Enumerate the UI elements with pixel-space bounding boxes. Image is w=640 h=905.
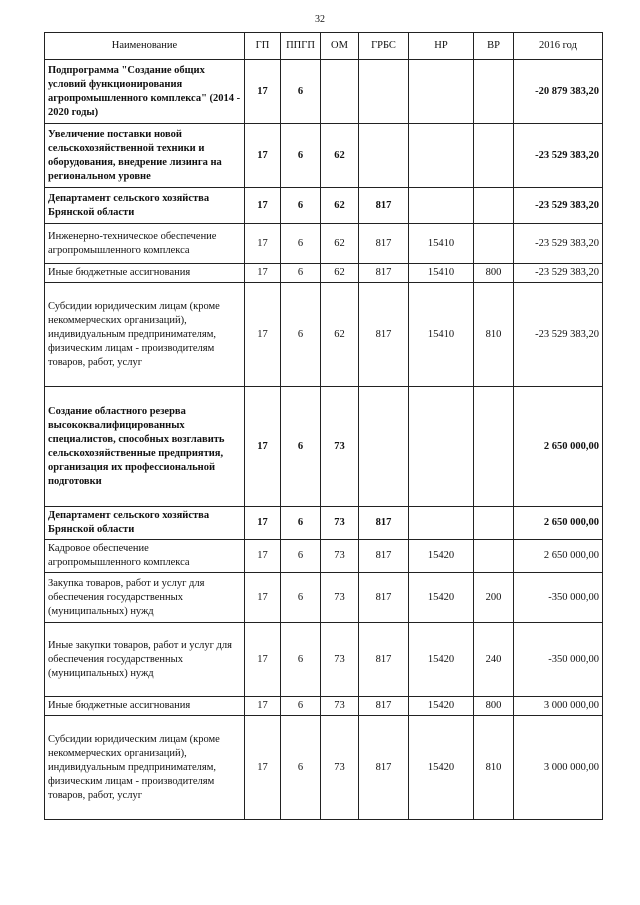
cell-vr: 800	[474, 264, 514, 283]
cell-ppgp: 6	[281, 188, 321, 224]
cell-ppgp: 6	[281, 60, 321, 124]
cell-gp: 17	[245, 623, 281, 697]
cell-nr: 15410	[409, 283, 474, 387]
cell-grbs: 817	[359, 716, 409, 820]
cell-nr	[409, 124, 474, 188]
cell-om: 73	[321, 507, 359, 540]
cell-name: Подпрограмма "Создание общих условий функционирования агропромышленного комплекса" (2014 - 2020 годы)	[45, 60, 245, 124]
table-row	[45, 188, 603, 224]
cell-name: Увеличение поставки новой сельскохозяйственной техники и оборудования, внедрение лизинга на региональном уровне	[45, 124, 245, 188]
cell-om: 62	[321, 264, 359, 283]
cell-gp: 17	[245, 540, 281, 573]
table-row	[45, 623, 603, 697]
table-row	[45, 264, 603, 283]
cell-om: 73	[321, 573, 359, 623]
cell-vr: 810	[474, 716, 514, 820]
cell-amount: -23 529 383,20	[514, 188, 603, 224]
cell-amount: 2 650 000,00	[514, 387, 603, 507]
cell-om: 73	[321, 623, 359, 697]
cell-om: 62	[321, 188, 359, 224]
cell-nr: 15420	[409, 716, 474, 820]
col-header-nr: НР	[409, 33, 474, 60]
cell-name: Создание областного резерва высококвалифицированных специалистов, способных возглавить сельскохозяйственные предприятия, организация их профессиональной подготовки	[45, 387, 245, 507]
cell-gp: 17	[245, 697, 281, 716]
cell-om: 73	[321, 387, 359, 507]
cell-vr	[474, 540, 514, 573]
cell-grbs: 817	[359, 188, 409, 224]
cell-om: 62	[321, 283, 359, 387]
cell-grbs: 817	[359, 224, 409, 264]
cell-vr	[474, 124, 514, 188]
col-header-vr: ВР	[474, 33, 514, 60]
cell-vr: 240	[474, 623, 514, 697]
cell-ppgp: 6	[281, 387, 321, 507]
cell-nr	[409, 507, 474, 540]
cell-nr	[409, 387, 474, 507]
cell-vr: 200	[474, 573, 514, 623]
cell-grbs	[359, 60, 409, 124]
cell-ppgp: 6	[281, 623, 321, 697]
cell-name: Иные закупки товаров, работ и услуг для обеспечения государственных (муниципальных) нужд	[45, 623, 245, 697]
cell-nr: 15420	[409, 623, 474, 697]
table-row	[45, 124, 603, 188]
table-row	[45, 716, 603, 820]
cell-nr: 15420	[409, 540, 474, 573]
cell-ppgp: 6	[281, 507, 321, 540]
cell-amount: -23 529 383,20	[514, 124, 603, 188]
cell-amount: -23 529 383,20	[514, 283, 603, 387]
cell-grbs: 817	[359, 264, 409, 283]
cell-grbs: 817	[359, 573, 409, 623]
col-header-ppgp: ППГП	[281, 33, 321, 60]
col-header-name: Наименование	[45, 33, 245, 60]
cell-name: Департамент сельского хозяйства Брянской области	[45, 507, 245, 540]
table-header-row	[45, 33, 603, 60]
cell-nr	[409, 188, 474, 224]
table-row	[45, 60, 603, 124]
col-header-year: 2016 год	[514, 33, 603, 60]
cell-amount: 3 000 000,00	[514, 716, 603, 820]
cell-grbs: 817	[359, 540, 409, 573]
cell-name: Кадровое обеспечение агропромышленного комплекса	[45, 540, 245, 573]
cell-om: 73	[321, 716, 359, 820]
cell-nr: 15410	[409, 264, 474, 283]
cell-amount: 3 000 000,00	[514, 697, 603, 716]
cell-grbs	[359, 387, 409, 507]
col-header-om: ОМ	[321, 33, 359, 60]
cell-ppgp: 6	[281, 224, 321, 264]
cell-name: Иные бюджетные ассигнования	[45, 697, 245, 716]
cell-grbs: 817	[359, 283, 409, 387]
cell-amount: -23 529 383,20	[514, 224, 603, 264]
table-row	[45, 224, 603, 264]
cell-ppgp: 6	[281, 540, 321, 573]
cell-grbs	[359, 124, 409, 188]
page-number: 32	[315, 14, 325, 25]
cell-vr: 800	[474, 697, 514, 716]
cell-gp: 17	[245, 283, 281, 387]
cell-amount: -23 529 383,20	[514, 264, 603, 283]
cell-gp: 17	[245, 188, 281, 224]
cell-grbs: 817	[359, 623, 409, 697]
table-row	[45, 573, 603, 623]
cell-gp: 17	[245, 507, 281, 540]
cell-vr	[474, 60, 514, 124]
cell-om: 73	[321, 697, 359, 716]
cell-om	[321, 60, 359, 124]
table-row	[45, 387, 603, 507]
cell-gp: 17	[245, 60, 281, 124]
cell-amount: -20 879 383,20	[514, 60, 603, 124]
cell-name: Иные бюджетные ассигнования	[45, 264, 245, 283]
cell-ppgp: 6	[281, 283, 321, 387]
table-row	[45, 283, 603, 387]
table-row	[45, 540, 603, 573]
cell-amount: 2 650 000,00	[514, 540, 603, 573]
cell-amount: -350 000,00	[514, 573, 603, 623]
cell-vr	[474, 224, 514, 264]
cell-ppgp: 6	[281, 573, 321, 623]
cell-gp: 17	[245, 387, 281, 507]
table-row	[45, 507, 603, 540]
cell-gp: 17	[245, 264, 281, 283]
cell-om: 62	[321, 124, 359, 188]
cell-name: Департамент сельского хозяйства Брянской области	[45, 188, 245, 224]
cell-vr	[474, 507, 514, 540]
col-header-grbs: ГРБС	[359, 33, 409, 60]
cell-vr	[474, 387, 514, 507]
cell-grbs: 817	[359, 507, 409, 540]
cell-amount: 2 650 000,00	[514, 507, 603, 540]
cell-gp: 17	[245, 716, 281, 820]
cell-amount: -350 000,00	[514, 623, 603, 697]
cell-gp: 17	[245, 124, 281, 188]
cell-name: Субсидии юридическим лицам (кроме некоммерческих организаций), индивидуальным предпринимателям, физическим лицам - производителям товаров, работ, услуг	[45, 283, 245, 387]
cell-nr: 15410	[409, 224, 474, 264]
cell-nr: 15420	[409, 697, 474, 716]
cell-name: Закупка товаров, работ и услуг для обеспечения государственных (муниципальных) нужд	[45, 573, 245, 623]
cell-om: 62	[321, 224, 359, 264]
budget-table	[44, 32, 603, 820]
cell-vr: 810	[474, 283, 514, 387]
cell-grbs: 817	[359, 697, 409, 716]
cell-gp: 17	[245, 224, 281, 264]
col-header-gp: ГП	[245, 33, 281, 60]
cell-ppgp: 6	[281, 697, 321, 716]
cell-ppgp: 6	[281, 716, 321, 820]
cell-vr	[474, 188, 514, 224]
table-row	[45, 697, 603, 716]
cell-gp: 17	[245, 573, 281, 623]
cell-nr	[409, 60, 474, 124]
cell-name: Субсидии юридическим лицам (кроме некоммерческих организаций), индивидуальным предпринимателям, физическим лицам - производителям товаров, работ, услуг	[45, 716, 245, 820]
cell-ppgp: 6	[281, 124, 321, 188]
cell-name: Инженерно-техническое обеспечение агропромышленного комплекса	[45, 224, 245, 264]
cell-nr: 15420	[409, 573, 474, 623]
cell-ppgp: 6	[281, 264, 321, 283]
cell-om: 73	[321, 540, 359, 573]
